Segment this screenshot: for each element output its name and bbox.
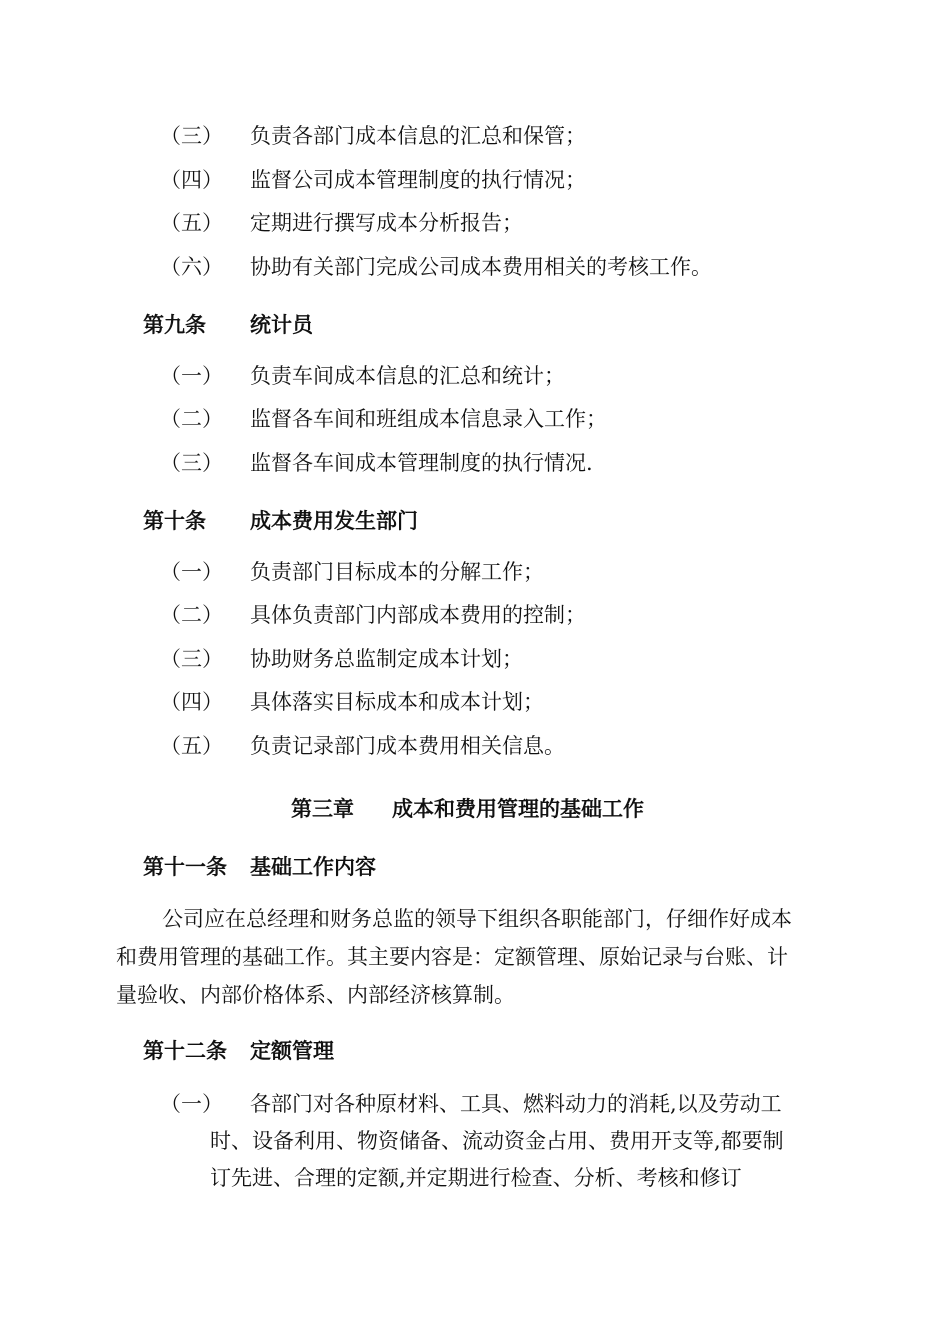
item-text: 具体负责部门内部成本费用的控制； — [250, 603, 586, 627]
item-number: （一） — [160, 364, 223, 388]
item-text: 监督公司成本管理制度的执行情况； — [250, 168, 586, 192]
item-text: 协助财务总监制定成本计划； — [250, 647, 523, 671]
item-number: （三） — [160, 124, 223, 148]
article-title: 基础工作内容 — [250, 854, 376, 879]
item-text: 定期进行撰写成本分析报告； — [250, 211, 523, 235]
article-title: 成本费用发生部门 — [250, 508, 418, 533]
item-text-line: 时、设备利用、物资储备、流动资金占用、费用开支等,都要制 — [210, 1129, 784, 1153]
item-number: （四） — [160, 690, 223, 714]
item-number: （一） — [160, 1092, 223, 1116]
item-text: 协助有关部门完成公司成本费用相关的考核工作。 — [250, 255, 712, 279]
item-number: （三） — [160, 451, 223, 475]
item-number: （五） — [160, 211, 223, 235]
item-number: （三） — [160, 647, 223, 671]
item-text: 具体落实目标成本和成本计划； — [250, 690, 544, 714]
item-number: （六） — [160, 255, 223, 279]
item-text: 负责部门目标成本的分解工作； — [250, 560, 544, 584]
item-text: 监督各车间成本管理制度的执行情况. — [250, 451, 593, 475]
article-title: 定额管理 — [250, 1038, 334, 1063]
item-text: 负责记录部门成本费用相关信息。 — [250, 734, 565, 758]
item-text: 监督各车间和班组成本信息录入工作； — [250, 407, 607, 431]
paragraph-line: 公司应在总经理和财务总监的领导下组织各职能部门，仔细作好成本 — [162, 907, 792, 931]
item-text: 负责车间成本信息的汇总和统计； — [250, 364, 565, 388]
article-number: 第十二条 — [143, 1038, 227, 1063]
article-number: 第九条 — [143, 312, 206, 337]
paragraph-line: 量验收、内部价格体系、内部经济核算制。 — [116, 983, 515, 1007]
item-text-line: 各部门对各种原材料、工具、燃料动力的消耗,以及劳动工 — [250, 1092, 782, 1116]
item-text: 负责各部门成本信息的汇总和保管； — [250, 124, 586, 148]
item-text-line: 订先进、合理的定额,并定期进行检查、分析、考核和修订 — [210, 1166, 742, 1190]
item-number: （四） — [160, 168, 223, 192]
item-number: （二） — [160, 603, 223, 627]
item-number: （二） — [160, 407, 223, 431]
paragraph-line: 和费用管理的基础工作。其主要内容是：定额管理、原始记录与台账、计 — [116, 945, 788, 969]
chapter-title: 成本和费用管理的基础工作 — [392, 796, 644, 821]
chapter-number: 第三章 — [291, 796, 354, 821]
article-number: 第十一条 — [143, 854, 227, 879]
article-title: 统计员 — [250, 312, 313, 337]
item-number: （一） — [160, 560, 223, 584]
article-number: 第十条 — [143, 508, 206, 533]
item-number: （五） — [160, 734, 223, 758]
